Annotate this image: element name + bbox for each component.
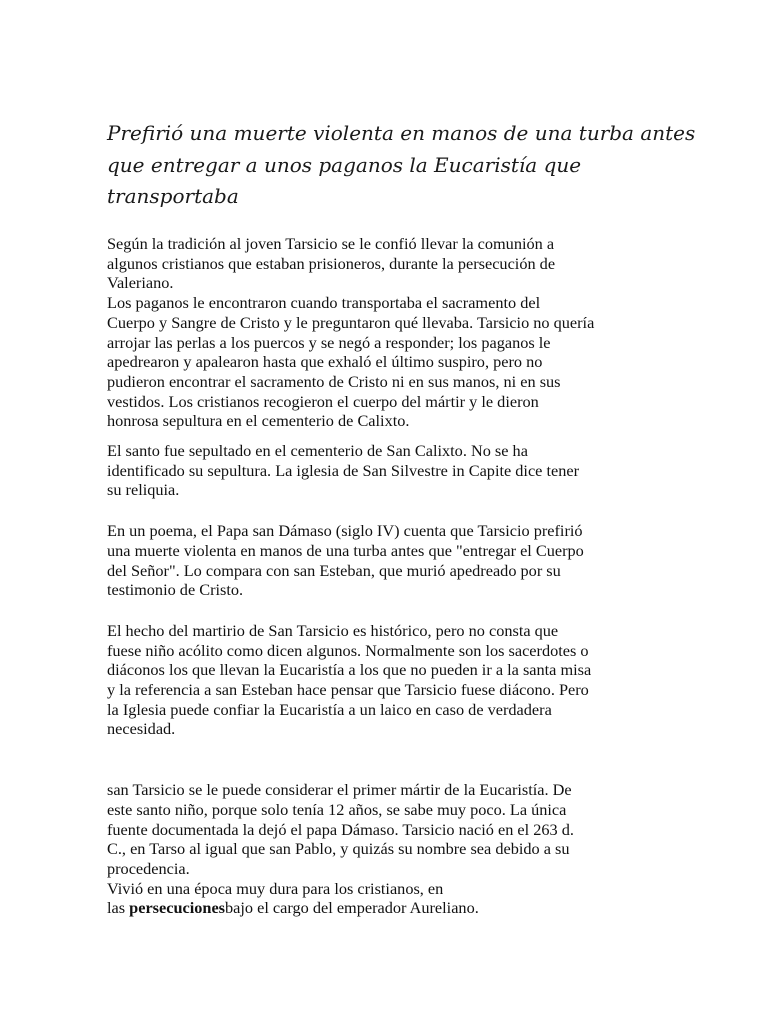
- text-line: diáconos los que llevan la Eucaristía a los que no pueden ir a la santa misa: [107, 660, 592, 680]
- bold-term-persecuciones: persecuciones: [129, 898, 226, 918]
- text-line: una muerte violenta en manos de una turba antes que "entregar el Cuerpo: [107, 540, 584, 560]
- text-line: y la referencia a san Esteban hace pensar que Tarsicio fuese diácono. Pero: [107, 680, 589, 700]
- text-line: apedrearon y apalearon hasta que exhaló el último suspiro, pero no: [107, 352, 543, 372]
- text-line: san Tarsicio se le puede considerar el primer mártir de la Eucaristía. De: [107, 780, 572, 800]
- text-line: fuente documentada la dejó el papa Dámaso. Tarsicio nació en el 263 d.: [107, 819, 574, 839]
- text-line: Valeriano.: [107, 273, 174, 293]
- text-line: del Señor". Lo compara con san Esteban, que murió apedreado por su: [107, 560, 561, 580]
- paragraph-martyrdom: [107, 293, 647, 431]
- paragraph-first-martyr: [107, 780, 647, 879]
- text-line: Vivió en una época muy dura para los cristianos, en: [107, 878, 444, 898]
- text-line: En un poema, el Papa san Dámaso (siglo IV) cuenta que Tarsicio prefirió: [107, 521, 583, 541]
- text-line: identificado su sepultura. La iglesia de San Silvestre in Capite dice tener: [107, 460, 580, 480]
- paragraph-spacer: [107, 500, 647, 521]
- article-subtitle: [107, 118, 696, 213]
- paragraph-historical-fact: [107, 621, 647, 739]
- text-line: testimonio de Cristo.: [107, 580, 244, 600]
- paragraph-spacer: [107, 431, 647, 441]
- text-line: El santo fue sepultado en el cementerio de San Calixto. No se ha: [107, 441, 528, 461]
- text-line: pudieron encontrar el sacramento de Cristo ni en sus manos, ni en sus: [107, 371, 561, 391]
- text-line-mixed: [107, 898, 647, 918]
- text-line: Según la tradición al joven Tarsicio se le confió llevar la comunión a: [107, 234, 555, 253]
- text-line: Cuerpo y Sangre de Cristo y le preguntaron qué llevaba. Tarsicio no quería: [107, 312, 595, 332]
- text-line: procedencia.: [107, 858, 190, 878]
- text-line: El hecho del martirio de San Tarsicio es histórico, pero no consta que: [107, 620, 559, 640]
- paragraph-damasus-poem: [107, 521, 647, 600]
- text-line: Los paganos le encontraron cuando transportaba el sacramento del: [107, 293, 541, 313]
- text-line: arrojar las perlas a los puercos y se negó a responder; los paganos le: [107, 332, 551, 352]
- text-line: la Iglesia puede confiar la Eucaristía a un laico en caso de verdadera: [107, 699, 552, 719]
- text-line: este santo niño, porque solo tenía 12 años, se sabe muy poco. La única: [107, 799, 567, 819]
- subtitle-line: transportaba: [107, 184, 239, 208]
- text-line: vestidos. Los cristianos recogieron el cuerpo del mártir y le dieron: [107, 391, 539, 411]
- text-line: fuese niño acólito como dicen algunos. Normalmente son los sacerdotes o: [107, 640, 589, 660]
- subtitle-line: Prefirió una muerte violenta en manos de una turba antes: [107, 121, 696, 145]
- text-line: necesidad.: [107, 719, 176, 739]
- text-fragment: bajo el cargo del emperador Aureliano.: [225, 898, 479, 918]
- paragraph-spacer: [107, 600, 647, 621]
- text-line: su reliquia.: [107, 480, 180, 500]
- article-body: [107, 234, 647, 918]
- paragraph-tradition: [107, 234, 647, 293]
- paragraph-persecutions: [107, 879, 647, 918]
- text-fragment: las: [107, 898, 130, 918]
- subtitle-line: que entregar a unos paganos la Eucaristía que: [107, 152, 582, 177]
- paragraph-burial: [107, 441, 647, 500]
- text-line: algunos cristianos que estaban prisioneros, durante la persecución de: [107, 253, 556, 273]
- text-line: honrosa sepultura en el cementerio de Calixto.: [107, 411, 410, 431]
- paragraph-spacer: [107, 739, 647, 780]
- text-line: C., en Tarso al igual que san Pablo, y quizás su nombre sea debido a su: [107, 839, 570, 859]
